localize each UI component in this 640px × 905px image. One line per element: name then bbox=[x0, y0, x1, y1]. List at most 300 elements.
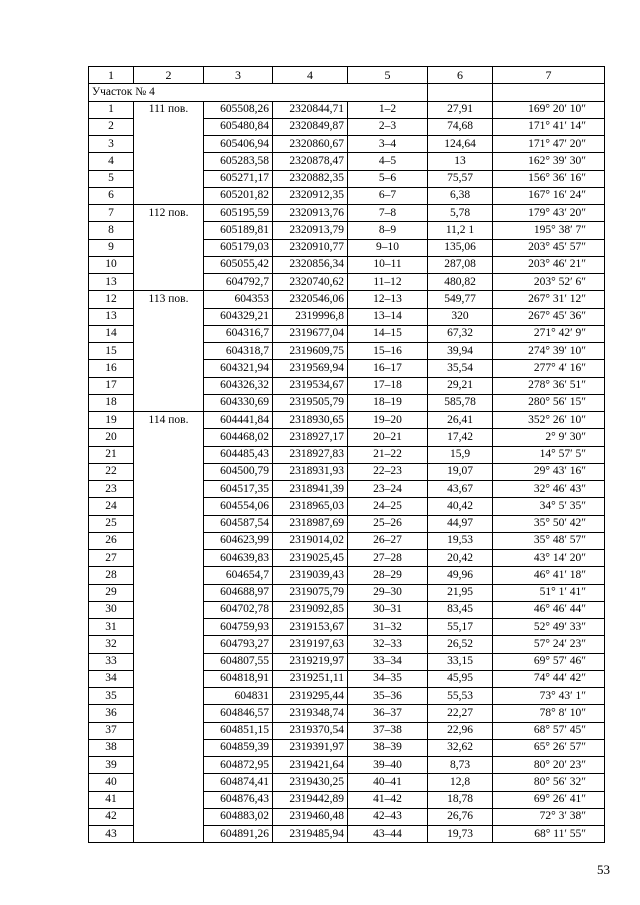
x-coordinate-cell: 604792,7 bbox=[204, 274, 273, 291]
turn-point-label-cell bbox=[134, 481, 204, 498]
table-row bbox=[89, 705, 605, 722]
bearing-angle-cell: 169° 20′ 10″ bbox=[493, 101, 605, 118]
bearing-angle-cell: 278° 36′ 51″ bbox=[493, 377, 605, 394]
bearing-angle-cell: 267° 31′ 12″ bbox=[493, 291, 605, 308]
point-number-cell: 3 bbox=[89, 136, 134, 153]
y-coordinate-cell: 2319485,94 bbox=[273, 826, 348, 843]
point-number-cell: 37 bbox=[89, 722, 134, 739]
turn-point-label-cell bbox=[134, 377, 204, 394]
x-coordinate-cell: 604874,41 bbox=[204, 774, 273, 791]
y-coordinate-cell: 2319014,02 bbox=[273, 532, 348, 549]
segment-cell: 18–19 bbox=[348, 394, 428, 411]
segment-cell: 35–36 bbox=[348, 688, 428, 705]
turn-point-label-cell bbox=[134, 670, 204, 687]
segment-cell: 17–18 bbox=[348, 377, 428, 394]
y-coordinate-cell: 2319039,43 bbox=[273, 567, 348, 584]
y-coordinate-cell: 2320546,06 bbox=[273, 291, 348, 308]
y-coordinate-cell: 2320878,47 bbox=[273, 153, 348, 170]
x-coordinate-cell: 604688,97 bbox=[204, 584, 273, 601]
length-cell: 5,78 bbox=[428, 205, 493, 222]
y-coordinate-cell: 2320913,76 bbox=[273, 205, 348, 222]
section-blank-cell bbox=[493, 84, 605, 101]
bearing-angle-cell: 68° 11′ 55″ bbox=[493, 826, 605, 843]
turn-point-label-cell bbox=[134, 170, 204, 187]
segment-cell: 6–7 bbox=[348, 187, 428, 204]
point-number-cell: 14 bbox=[89, 325, 134, 342]
turn-point-label-cell bbox=[134, 515, 204, 532]
section-title: Участок № 4 bbox=[89, 84, 428, 101]
y-coordinate-cell: 2319092,85 bbox=[273, 601, 348, 618]
table-row bbox=[89, 239, 605, 256]
x-coordinate-cell: 604891,26 bbox=[204, 826, 273, 843]
point-number-cell: 33 bbox=[89, 653, 134, 670]
table-row bbox=[89, 256, 605, 273]
turn-point-label-cell: 111 пов. bbox=[134, 101, 204, 118]
y-coordinate-cell: 2319153,67 bbox=[273, 619, 348, 636]
table-row bbox=[89, 670, 605, 687]
length-cell: 22,27 bbox=[428, 705, 493, 722]
segment-cell: 31–32 bbox=[348, 619, 428, 636]
length-cell: 19,53 bbox=[428, 532, 493, 549]
point-number-cell: 21 bbox=[89, 446, 134, 463]
turn-point-label-cell bbox=[134, 532, 204, 549]
table-row bbox=[89, 498, 605, 515]
y-coordinate-cell: 2319460,48 bbox=[273, 808, 348, 825]
table-row bbox=[89, 308, 605, 325]
segment-cell: 33–34 bbox=[348, 653, 428, 670]
turn-point-label-cell bbox=[134, 136, 204, 153]
y-coordinate-cell: 2319295,44 bbox=[273, 688, 348, 705]
bearing-angle-cell: 32° 46′ 43″ bbox=[493, 481, 605, 498]
segment-cell: 3–4 bbox=[348, 136, 428, 153]
x-coordinate-cell: 605201,82 bbox=[204, 187, 273, 204]
turn-point-label-cell bbox=[134, 774, 204, 791]
y-coordinate-cell: 2320849,87 bbox=[273, 118, 348, 135]
turn-point-label-cell: 113 пов. bbox=[134, 291, 204, 308]
turn-point-label-cell: 114 пов. bbox=[134, 412, 204, 429]
y-coordinate-cell: 2319370,54 bbox=[273, 722, 348, 739]
segment-cell: 16–17 bbox=[348, 360, 428, 377]
length-cell: 6,38 bbox=[428, 187, 493, 204]
y-coordinate-cell: 2318927,83 bbox=[273, 446, 348, 463]
turn-point-label-cell: 112 пов. bbox=[134, 205, 204, 222]
segment-cell: 20–21 bbox=[348, 429, 428, 446]
segment-cell: 13–14 bbox=[348, 308, 428, 325]
length-cell: 26,76 bbox=[428, 808, 493, 825]
length-cell: 15,9 bbox=[428, 446, 493, 463]
x-coordinate-cell: 604316,7 bbox=[204, 325, 273, 342]
y-coordinate-cell: 2320912,35 bbox=[273, 187, 348, 204]
bearing-angle-cell: 34° 5′ 35″ bbox=[493, 498, 605, 515]
length-cell: 45,95 bbox=[428, 670, 493, 687]
bearing-angle-cell: 73° 43′ 1″ bbox=[493, 688, 605, 705]
bearing-angle-cell: 35° 50′ 42″ bbox=[493, 515, 605, 532]
point-number-cell: 12 bbox=[89, 291, 134, 308]
bearing-angle-cell: 195° 38′ 7″ bbox=[493, 222, 605, 239]
column-header: 2 bbox=[134, 67, 204, 84]
segment-cell: 40–41 bbox=[348, 774, 428, 791]
section-row bbox=[89, 84, 605, 101]
turn-point-label-cell bbox=[134, 118, 204, 135]
y-coordinate-cell: 2320882,35 bbox=[273, 170, 348, 187]
y-coordinate-cell: 2319505,79 bbox=[273, 394, 348, 411]
segment-cell: 38–39 bbox=[348, 739, 428, 756]
x-coordinate-cell: 604859,39 bbox=[204, 739, 273, 756]
table-row bbox=[89, 808, 605, 825]
y-coordinate-cell: 2319609,75 bbox=[273, 343, 348, 360]
bearing-angle-cell: 69° 57′ 46″ bbox=[493, 653, 605, 670]
table-row bbox=[89, 515, 605, 532]
x-coordinate-cell: 604554,06 bbox=[204, 498, 273, 515]
x-coordinate-cell: 605189,81 bbox=[204, 222, 273, 239]
bearing-angle-cell: 46° 41′ 18″ bbox=[493, 567, 605, 584]
table-row bbox=[89, 394, 605, 411]
y-coordinate-cell: 2320844,71 bbox=[273, 101, 348, 118]
point-number-cell: 2 bbox=[89, 118, 134, 135]
y-coordinate-cell: 2319251,11 bbox=[273, 670, 348, 687]
table-row bbox=[89, 343, 605, 360]
table-row bbox=[89, 601, 605, 618]
bearing-angle-cell: 35° 48′ 57″ bbox=[493, 532, 605, 549]
bearing-angle-cell: 80° 56′ 32″ bbox=[493, 774, 605, 791]
point-number-cell: 27 bbox=[89, 550, 134, 567]
y-coordinate-cell: 2319391,97 bbox=[273, 739, 348, 756]
length-cell: 26,52 bbox=[428, 636, 493, 653]
point-number-cell: 23 bbox=[89, 481, 134, 498]
turn-point-label-cell bbox=[134, 584, 204, 601]
point-number-cell: 35 bbox=[89, 688, 134, 705]
table-row bbox=[89, 791, 605, 808]
length-cell: 74,68 bbox=[428, 118, 493, 135]
table-row bbox=[89, 274, 605, 291]
length-cell: 75,57 bbox=[428, 170, 493, 187]
bearing-angle-cell: 267° 45′ 36″ bbox=[493, 308, 605, 325]
point-number-cell: 43 bbox=[89, 826, 134, 843]
turn-point-label-cell bbox=[134, 325, 204, 342]
table-row bbox=[89, 205, 605, 222]
turn-point-label-cell bbox=[134, 601, 204, 618]
bearing-angle-cell: 167° 16′ 24″ bbox=[493, 187, 605, 204]
segment-cell: 8–9 bbox=[348, 222, 428, 239]
x-coordinate-cell: 604872,95 bbox=[204, 757, 273, 774]
x-coordinate-cell: 604818,91 bbox=[204, 670, 273, 687]
segment-cell: 29–30 bbox=[348, 584, 428, 601]
table-row bbox=[89, 688, 605, 705]
point-number-cell: 22 bbox=[89, 463, 134, 480]
turn-point-label-cell bbox=[134, 826, 204, 843]
segment-cell: 28–29 bbox=[348, 567, 428, 584]
x-coordinate-cell: 604517,35 bbox=[204, 481, 273, 498]
point-number-cell: 34 bbox=[89, 670, 134, 687]
table-row bbox=[89, 101, 605, 118]
table-row bbox=[89, 170, 605, 187]
segment-cell: 12–13 bbox=[348, 291, 428, 308]
segment-cell: 2–3 bbox=[348, 118, 428, 135]
point-number-cell: 24 bbox=[89, 498, 134, 515]
segment-cell: 43–44 bbox=[348, 826, 428, 843]
bearing-angle-cell: 203° 46′ 21″ bbox=[493, 256, 605, 273]
length-cell: 33,15 bbox=[428, 653, 493, 670]
x-coordinate-cell: 604639,83 bbox=[204, 550, 273, 567]
bearing-angle-cell: 51° 1′ 41″ bbox=[493, 584, 605, 601]
point-number-cell: 10 bbox=[89, 256, 134, 273]
segment-cell: 1–2 bbox=[348, 101, 428, 118]
x-coordinate-cell: 605195,59 bbox=[204, 205, 273, 222]
bearing-angle-cell: 43° 14′ 20″ bbox=[493, 550, 605, 567]
x-coordinate-cell: 604468,02 bbox=[204, 429, 273, 446]
point-number-cell: 32 bbox=[89, 636, 134, 653]
bearing-angle-cell: 171° 47′ 20″ bbox=[493, 136, 605, 153]
turn-point-label-cell bbox=[134, 308, 204, 325]
page-number: 53 bbox=[597, 862, 610, 877]
segment-cell: 26–27 bbox=[348, 532, 428, 549]
bearing-angle-cell: 29° 43′ 16″ bbox=[493, 463, 605, 480]
length-cell: 19,07 bbox=[428, 463, 493, 480]
y-coordinate-cell: 2318987,69 bbox=[273, 515, 348, 532]
point-number-cell: 38 bbox=[89, 739, 134, 756]
x-coordinate-cell: 605508,26 bbox=[204, 101, 273, 118]
bearing-angle-cell: 78° 8′ 10″ bbox=[493, 705, 605, 722]
table-row bbox=[89, 739, 605, 756]
segment-cell: 34–35 bbox=[348, 670, 428, 687]
point-number-cell: 30 bbox=[89, 601, 134, 618]
length-cell: 22,96 bbox=[428, 722, 493, 739]
bearing-angle-cell: 52° 49′ 33″ bbox=[493, 619, 605, 636]
x-coordinate-cell: 605055,42 bbox=[204, 256, 273, 273]
table-row bbox=[89, 619, 605, 636]
column-header: 3 bbox=[204, 67, 273, 84]
segment-cell: 32–33 bbox=[348, 636, 428, 653]
point-number-cell: 36 bbox=[89, 705, 134, 722]
y-coordinate-cell: 2319677,04 bbox=[273, 325, 348, 342]
table-row bbox=[89, 757, 605, 774]
length-cell: 585,78 bbox=[428, 394, 493, 411]
point-number-cell: 42 bbox=[89, 808, 134, 825]
point-number-cell: 39 bbox=[89, 757, 134, 774]
segment-cell: 10–11 bbox=[348, 256, 428, 273]
segment-cell: 36–37 bbox=[348, 705, 428, 722]
point-number-cell: 40 bbox=[89, 774, 134, 791]
table-row bbox=[89, 153, 605, 170]
bearing-angle-cell: 179° 43′ 20″ bbox=[493, 205, 605, 222]
bearing-angle-cell: 68° 57′ 45″ bbox=[493, 722, 605, 739]
point-number-cell: 28 bbox=[89, 567, 134, 584]
y-coordinate-cell: 2319219,97 bbox=[273, 653, 348, 670]
turn-point-label-cell bbox=[134, 688, 204, 705]
x-coordinate-cell: 604329,21 bbox=[204, 308, 273, 325]
point-number-cell: 26 bbox=[89, 532, 134, 549]
length-cell: 67,32 bbox=[428, 325, 493, 342]
table-header-row bbox=[89, 67, 605, 84]
turn-point-label-cell bbox=[134, 498, 204, 515]
x-coordinate-cell: 604500,79 bbox=[204, 463, 273, 480]
table-row bbox=[89, 136, 605, 153]
length-cell: 43,67 bbox=[428, 481, 493, 498]
y-coordinate-cell: 2318930,65 bbox=[273, 412, 348, 429]
bearing-angle-cell: 72° 3′ 38″ bbox=[493, 808, 605, 825]
segment-cell: 19–20 bbox=[348, 412, 428, 429]
table-row bbox=[89, 446, 605, 463]
table-row bbox=[89, 567, 605, 584]
length-cell: 39,94 bbox=[428, 343, 493, 360]
y-coordinate-cell: 2320740,62 bbox=[273, 274, 348, 291]
section-blank-cell bbox=[428, 84, 493, 101]
y-coordinate-cell: 2318941,39 bbox=[273, 481, 348, 498]
turn-point-label-cell bbox=[134, 567, 204, 584]
bearing-angle-cell: 171° 41′ 14″ bbox=[493, 118, 605, 135]
segment-cell: 5–6 bbox=[348, 170, 428, 187]
x-coordinate-cell: 604807,55 bbox=[204, 653, 273, 670]
table-row bbox=[89, 532, 605, 549]
x-coordinate-cell: 604831 bbox=[204, 688, 273, 705]
y-coordinate-cell: 2319534,67 bbox=[273, 377, 348, 394]
y-coordinate-cell: 2320856,34 bbox=[273, 256, 348, 273]
turn-point-label-cell bbox=[134, 550, 204, 567]
y-coordinate-cell: 2320910,77 bbox=[273, 239, 348, 256]
bearing-angle-cell: 280° 56′ 15″ bbox=[493, 394, 605, 411]
point-number-cell: 19 bbox=[89, 412, 134, 429]
turn-point-label-cell bbox=[134, 429, 204, 446]
point-number-cell: 16 bbox=[89, 360, 134, 377]
y-coordinate-cell: 2319348,74 bbox=[273, 705, 348, 722]
table-row bbox=[89, 222, 605, 239]
turn-point-label-cell bbox=[134, 722, 204, 739]
bearing-angle-cell: 156° 36′ 16″ bbox=[493, 170, 605, 187]
length-cell: 135,06 bbox=[428, 239, 493, 256]
x-coordinate-cell: 604654,7 bbox=[204, 567, 273, 584]
x-coordinate-cell: 604623,99 bbox=[204, 532, 273, 549]
turn-point-label-cell bbox=[134, 274, 204, 291]
segment-cell: 42–43 bbox=[348, 808, 428, 825]
length-cell: 21,95 bbox=[428, 584, 493, 601]
length-cell: 29,21 bbox=[428, 377, 493, 394]
x-coordinate-cell: 604441,84 bbox=[204, 412, 273, 429]
bearing-angle-cell: 271° 42′ 9″ bbox=[493, 325, 605, 342]
length-cell: 8,73 bbox=[428, 757, 493, 774]
table-row bbox=[89, 826, 605, 843]
table-row bbox=[89, 325, 605, 342]
turn-point-label-cell bbox=[134, 343, 204, 360]
length-cell: 480,82 bbox=[428, 274, 493, 291]
x-coordinate-cell: 604702,78 bbox=[204, 601, 273, 618]
point-number-cell: 41 bbox=[89, 791, 134, 808]
bearing-angle-cell: 46° 46′ 44″ bbox=[493, 601, 605, 618]
x-coordinate-cell: 605179,03 bbox=[204, 239, 273, 256]
turn-point-label-cell bbox=[134, 463, 204, 480]
point-number-cell: 25 bbox=[89, 515, 134, 532]
bearing-angle-cell: 65° 26′ 57″ bbox=[493, 739, 605, 756]
y-coordinate-cell: 2319025,45 bbox=[273, 550, 348, 567]
x-coordinate-cell: 604851,15 bbox=[204, 722, 273, 739]
y-coordinate-cell: 2319075,79 bbox=[273, 584, 348, 601]
x-coordinate-cell: 604326,32 bbox=[204, 377, 273, 394]
x-coordinate-cell: 604876,43 bbox=[204, 791, 273, 808]
bearing-angle-cell: 57° 24′ 23″ bbox=[493, 636, 605, 653]
point-number-cell: 20 bbox=[89, 429, 134, 446]
point-number-cell: 9 bbox=[89, 239, 134, 256]
segment-cell: 4–5 bbox=[348, 153, 428, 170]
segment-cell: 21–22 bbox=[348, 446, 428, 463]
table-row bbox=[89, 429, 605, 446]
bearing-angle-cell: 74° 44′ 42″ bbox=[493, 670, 605, 687]
point-number-cell: 17 bbox=[89, 377, 134, 394]
table-row bbox=[89, 653, 605, 670]
length-cell: 13 bbox=[428, 153, 493, 170]
bearing-angle-cell: 203° 52′ 6″ bbox=[493, 274, 605, 291]
length-cell: 55,17 bbox=[428, 619, 493, 636]
table-row bbox=[89, 412, 605, 429]
y-coordinate-cell: 2320860,67 bbox=[273, 136, 348, 153]
turn-point-label-cell bbox=[134, 446, 204, 463]
length-cell: 35,54 bbox=[428, 360, 493, 377]
turn-point-label-cell bbox=[134, 619, 204, 636]
x-coordinate-cell: 604353 bbox=[204, 291, 273, 308]
table-row bbox=[89, 774, 605, 791]
turn-point-label-cell bbox=[134, 153, 204, 170]
turn-point-label-cell bbox=[134, 791, 204, 808]
bearing-angle-cell: 203° 45′ 57″ bbox=[493, 239, 605, 256]
turn-point-label-cell bbox=[134, 187, 204, 204]
length-cell: 11,2 1 bbox=[428, 222, 493, 239]
bearing-angle-cell: 14° 57′ 5″ bbox=[493, 446, 605, 463]
length-cell: 287,08 bbox=[428, 256, 493, 273]
coordinates-table bbox=[88, 66, 605, 843]
table-row bbox=[89, 377, 605, 394]
segment-cell: 11–12 bbox=[348, 274, 428, 291]
length-cell: 19,73 bbox=[428, 826, 493, 843]
x-coordinate-cell: 605271,17 bbox=[204, 170, 273, 187]
x-coordinate-cell: 605480,84 bbox=[204, 118, 273, 135]
y-coordinate-cell: 2319197,63 bbox=[273, 636, 348, 653]
point-number-cell: 1 bbox=[89, 101, 134, 118]
x-coordinate-cell: 604587,54 bbox=[204, 515, 273, 532]
segment-cell: 24–25 bbox=[348, 498, 428, 515]
length-cell: 55,53 bbox=[428, 688, 493, 705]
y-coordinate-cell: 2320913,79 bbox=[273, 222, 348, 239]
table-row bbox=[89, 636, 605, 653]
x-coordinate-cell: 604485,43 bbox=[204, 446, 273, 463]
y-coordinate-cell: 2319996,8 bbox=[273, 308, 348, 325]
table-row bbox=[89, 584, 605, 601]
segment-cell: 14–15 bbox=[348, 325, 428, 342]
turn-point-label-cell bbox=[134, 360, 204, 377]
length-cell: 124,64 bbox=[428, 136, 493, 153]
point-number-cell: 29 bbox=[89, 584, 134, 601]
point-number-cell: 5 bbox=[89, 170, 134, 187]
table-row bbox=[89, 118, 605, 135]
length-cell: 18,78 bbox=[428, 791, 493, 808]
point-number-cell: 13 bbox=[89, 308, 134, 325]
point-number-cell: 31 bbox=[89, 619, 134, 636]
bearing-angle-cell: 352° 26′ 10″ bbox=[493, 412, 605, 429]
length-cell: 83,45 bbox=[428, 601, 493, 618]
segment-cell: 39–40 bbox=[348, 757, 428, 774]
bearing-angle-cell: 274° 39′ 10″ bbox=[493, 343, 605, 360]
y-coordinate-cell: 2318965,03 bbox=[273, 498, 348, 515]
point-number-cell: 6 bbox=[89, 187, 134, 204]
segment-cell: 22–23 bbox=[348, 463, 428, 480]
point-number-cell: 8 bbox=[89, 222, 134, 239]
length-cell: 40,42 bbox=[428, 498, 493, 515]
segment-cell: 30–31 bbox=[348, 601, 428, 618]
segment-cell: 27–28 bbox=[348, 550, 428, 567]
turn-point-label-cell bbox=[134, 239, 204, 256]
x-coordinate-cell: 604793,27 bbox=[204, 636, 273, 653]
length-cell: 320 bbox=[428, 308, 493, 325]
x-coordinate-cell: 604759,93 bbox=[204, 619, 273, 636]
length-cell: 12,8 bbox=[428, 774, 493, 791]
column-header: 4 bbox=[273, 67, 348, 84]
